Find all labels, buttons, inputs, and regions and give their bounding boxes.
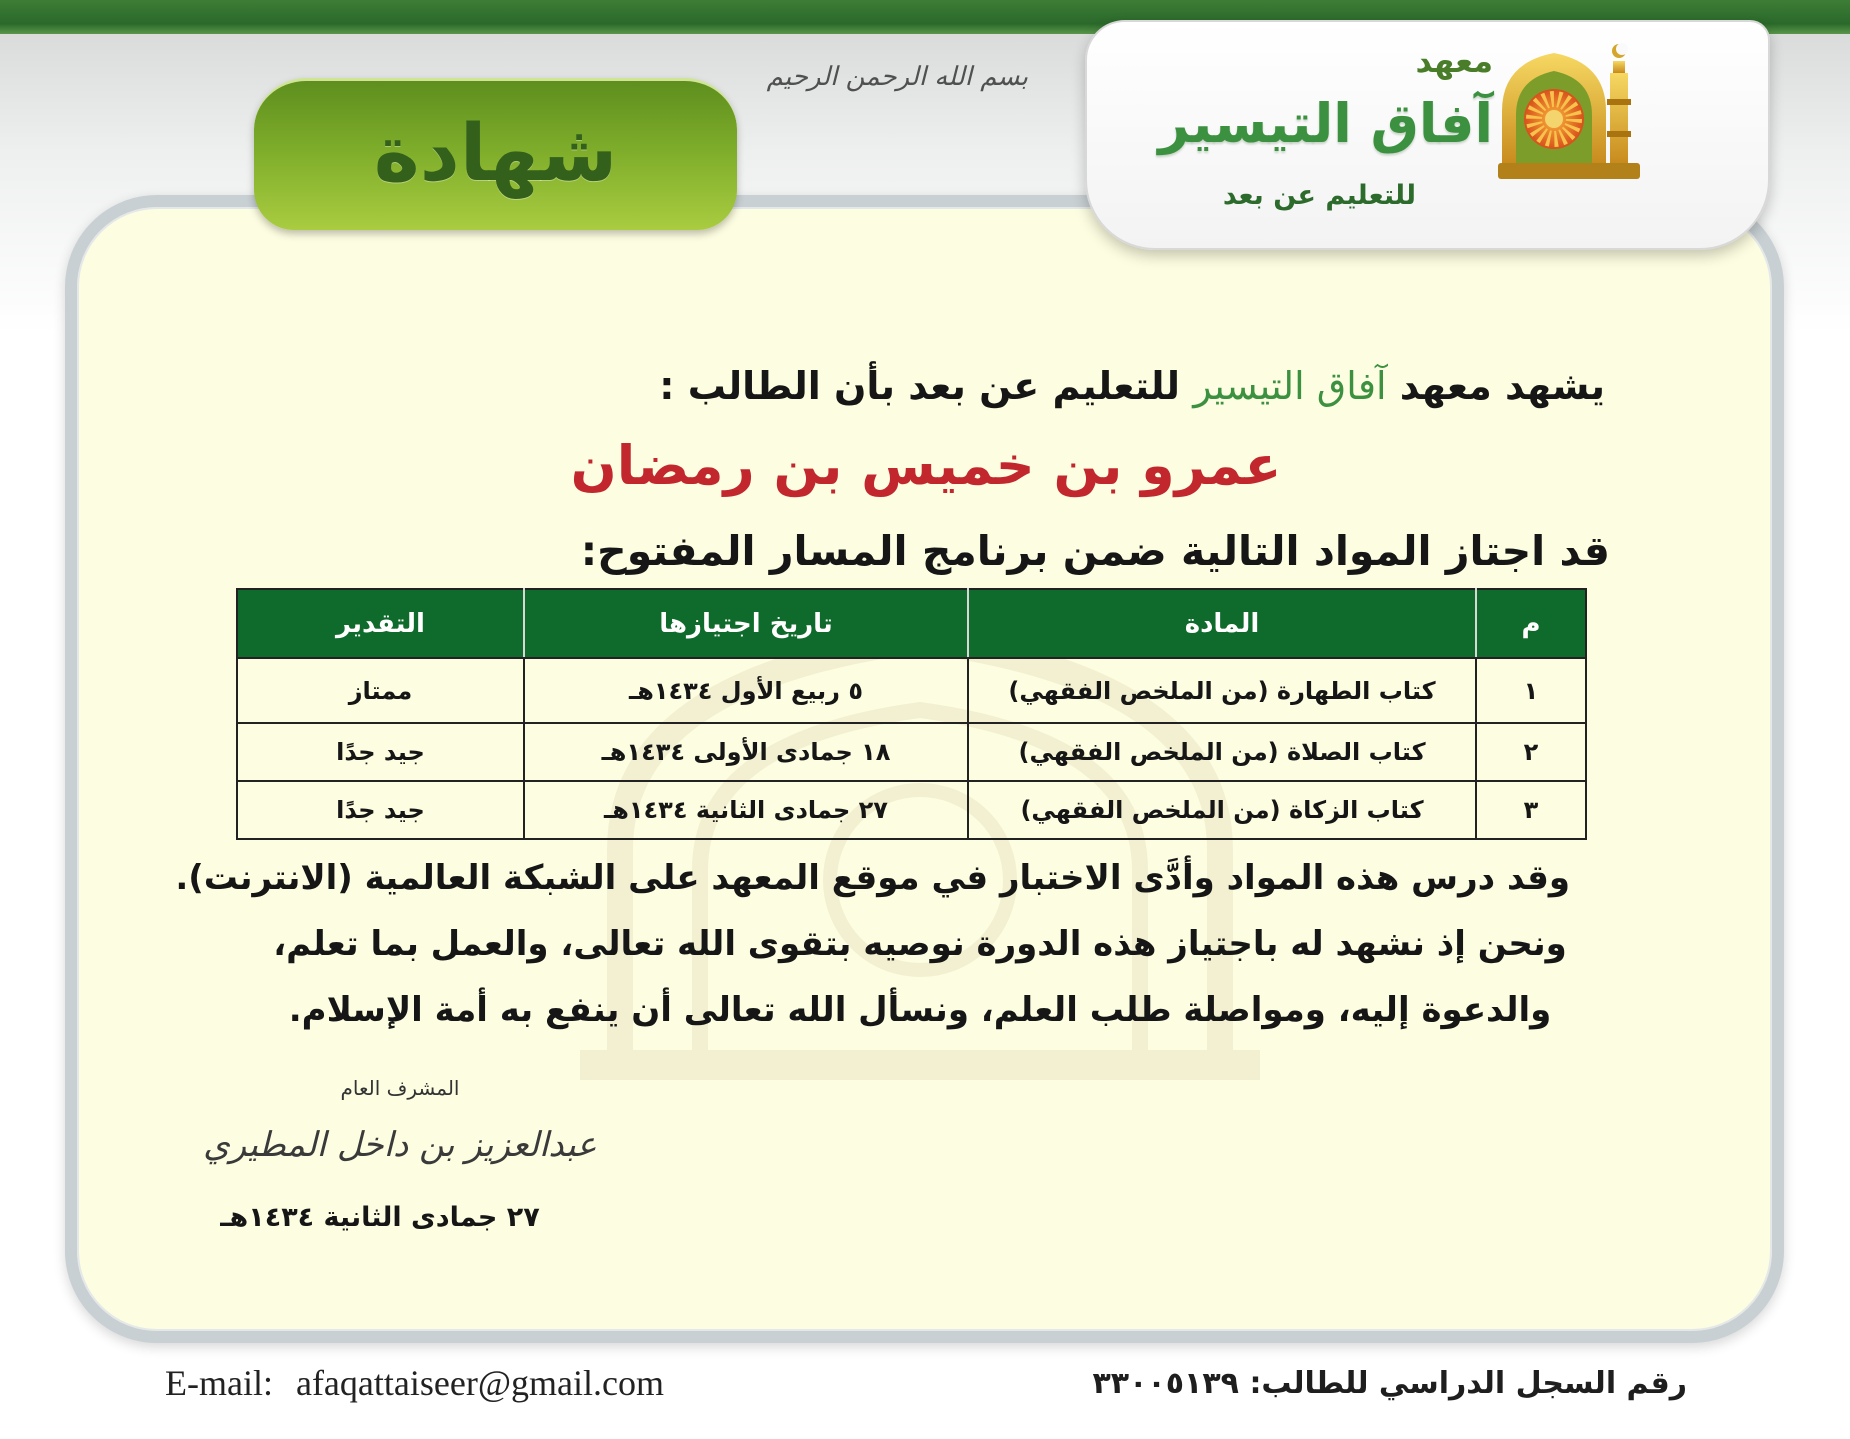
email-label: E-mail: bbox=[165, 1363, 273, 1403]
table-row bbox=[237, 781, 1586, 839]
table-row bbox=[237, 658, 1586, 723]
row-grade: جيد جدًا bbox=[237, 723, 524, 781]
table-row bbox=[237, 723, 1586, 781]
logo-institute-name: آفاق التيسير bbox=[1158, 92, 1493, 155]
row-grade: جيد جدًا bbox=[237, 781, 524, 839]
record-number: ٣٣٠٠٥١٣٩ bbox=[1092, 1366, 1239, 1401]
row-subject: كتاب الطهارة (من الملخص الفقهي) bbox=[968, 658, 1476, 723]
certificate-title-tab bbox=[254, 78, 737, 230]
row-grade: ممتاز bbox=[237, 658, 524, 723]
intro-institute-name: آفاق التيسير bbox=[1193, 364, 1387, 408]
closing-line: وقد درس هذه المواد وأدَّى الاختبار في موقع المعهد على الشبكة العالمية (الانترنت). bbox=[175, 858, 1570, 898]
passed-statement: قد اجتاز المواد التالية ضمن برنامج المسار المفتوح: bbox=[580, 527, 1610, 575]
certificate-title: شهادة bbox=[373, 109, 618, 199]
intro-suffix: للتعليم عن بعد بأن الطالب : bbox=[659, 364, 1181, 408]
row-date: ٥ ربيع الأول ١٤٣٤هـ bbox=[524, 658, 968, 723]
record-label: رقم السجل الدراسي للطالب: bbox=[1249, 1366, 1687, 1401]
signature: عبدالعزيز بن داخل المطيري bbox=[203, 1125, 597, 1165]
row-index: ٣ bbox=[1476, 781, 1586, 839]
row-date: ١٨ جمادى الأولى ١٤٣٤هـ bbox=[524, 723, 968, 781]
header-subject: المادة bbox=[968, 589, 1476, 658]
table-header-row bbox=[237, 589, 1586, 658]
intro-prefix: يشهد معهد bbox=[1399, 364, 1605, 408]
row-subject: كتاب الصلاة (من الملخص الفقهي) bbox=[968, 723, 1476, 781]
mosque-emblem-icon bbox=[1498, 41, 1646, 183]
closing-paragraph bbox=[175, 845, 1570, 1043]
signature-date: ٢٧ جمادى الثانية ١٤٣٤هـ bbox=[220, 1202, 540, 1233]
row-date: ٢٧ جمادى الثانية ١٤٣٤هـ bbox=[524, 781, 968, 839]
signatory-role: المشرف العام bbox=[340, 1076, 460, 1100]
email-address: afaqattaiseer@gmail.com bbox=[295, 1363, 664, 1403]
student-name: عمرو بن خميس بن رمضان bbox=[570, 434, 1282, 497]
header-grade: التقدير bbox=[237, 589, 524, 658]
header-index: م bbox=[1476, 589, 1586, 658]
footer-record-number bbox=[1093, 1366, 1688, 1401]
certificate-intro bbox=[659, 358, 1605, 414]
closing-line: والدعوة إليه، ومواصلة طلب العلم، ونسأل الله تعالى أن ينفع به أمة الإسلام. bbox=[288, 990, 1552, 1030]
row-index: ٢ bbox=[1476, 723, 1586, 781]
logo-institute-label: معهد bbox=[1415, 42, 1493, 80]
basmala: بسم الله الرحمن الرحيم bbox=[766, 62, 1028, 92]
row-index: ١ bbox=[1476, 658, 1586, 723]
closing-line: ونحن إذ نشهد له باجتياز هذه الدورة نوصيه بتقوى الله تعالى، والعمل بما تعلم، bbox=[273, 924, 1567, 964]
footer-email bbox=[165, 1362, 664, 1404]
logo-tagline: للتعليم عن بعد bbox=[1222, 180, 1416, 211]
row-subject: كتاب الزكاة (من الملخص الفقهي) bbox=[968, 781, 1476, 839]
header-date: تاريخ اجتيازها bbox=[524, 589, 968, 658]
subjects-table bbox=[236, 588, 1587, 840]
